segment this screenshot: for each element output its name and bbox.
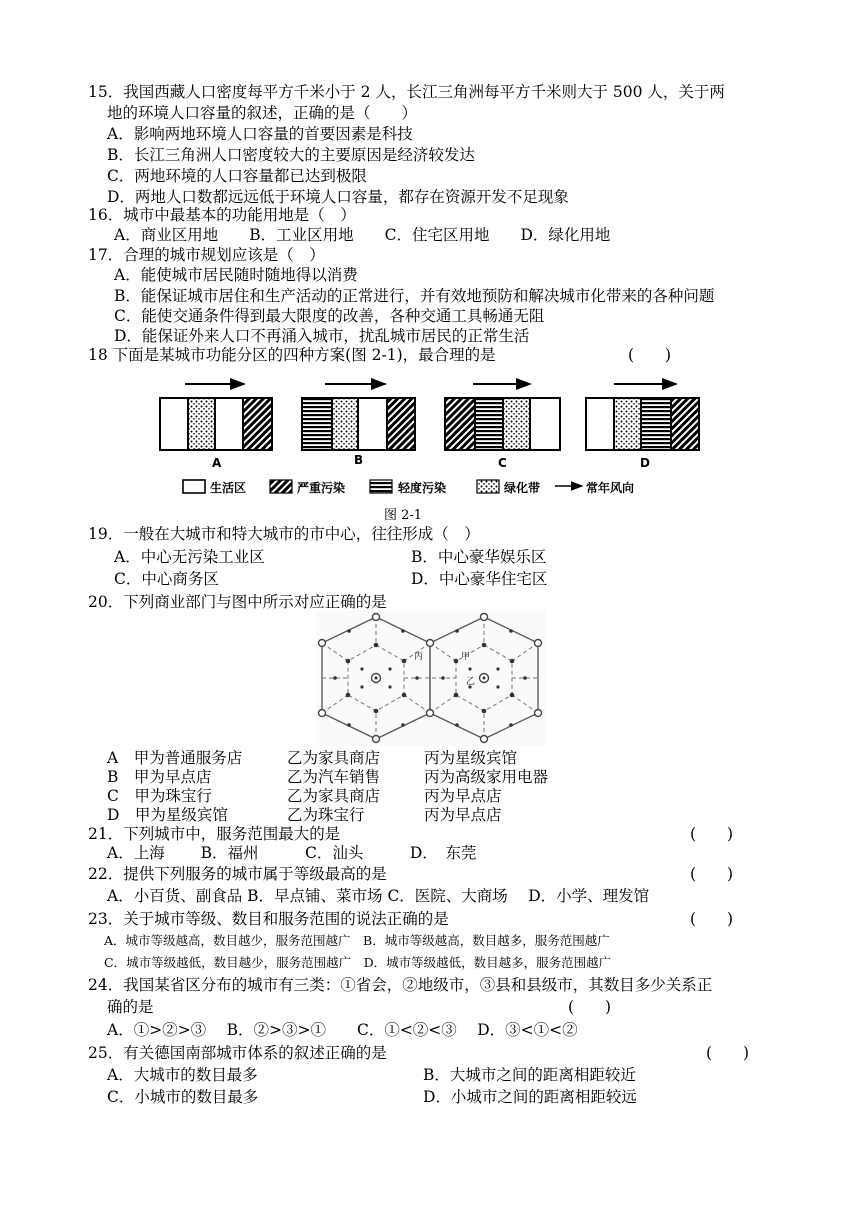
figure-legend [183, 480, 634, 495]
q19-option-d: D．中心豪华住宅区 [411, 570, 548, 588]
q25-option-d: D．小城市之间的距离相距较远 [423, 1088, 637, 1106]
figure-2-1-zoning-schemes [0, 370, 860, 505]
q23-stem: 23．关于城市等级、数目和服务范围的说法正确的是 [88, 910, 449, 928]
q20-option-c-bing: 丙为早点店 [424, 787, 502, 805]
q21-answer-paren: ( ) [690, 825, 734, 843]
map-label-jia: 甲 [461, 652, 471, 662]
q17-option-a: A．能使城市居民随时随地得以消费 [114, 266, 358, 284]
q16-stem: 16．城市中最基本的功能用地是（ ） [88, 206, 356, 224]
q20-option-a-jia: A 甲为普通服务店 [107, 749, 243, 767]
q25-option-a: A．大城市的数目最多 [107, 1066, 258, 1084]
q24-answer-paren: ( ) [568, 998, 612, 1016]
q17-option-d: D．能保证外来人口不再涌入城市，扰乱城市居民的正常生活 [114, 327, 530, 345]
q16-options: A．商业区用地 B．工业区用地 C．住宅区用地 D．绿化用地 [114, 226, 611, 244]
q21-stem: 21．下列城市中，服务范围最大的是 [88, 825, 341, 843]
q20-option-c-jia: C 甲为珠宝行 [107, 787, 212, 805]
q20-option-a-yi: 乙为家具商店 [287, 749, 381, 767]
q18-stem: 18 下面是某城市功能分区的四种方案(图 2-1)，最合理的是 [88, 346, 496, 364]
q20-option-c-yi: 乙为家具商店 [287, 787, 381, 805]
q24-stem-line1: 24．我国某省区分布的城市有三类：①省会，②地级市，③县和县级市，其数目多少关系正 [88, 976, 713, 994]
q19-option-c: C．中心商务区 [114, 570, 219, 588]
legend-light-pollution: 轻度污染 [398, 481, 447, 495]
q17-option-b: B．能保证城市居住和生产活动的正常进行，并有效地预防和解决城市化带来的各种问题 [114, 287, 715, 305]
scheme-c [445, 384, 560, 470]
q20-option-b-bing: 丙为高级家用电器 [424, 768, 549, 786]
legend-heavy-pollution: 严重污染 [297, 481, 346, 495]
q23-options-ab: A．城市等级越高，数目越少，服务范围越广 B．城市等级越高，数目越多，服务范围越广 [104, 933, 610, 948]
q18-answer-paren: ( ) [628, 346, 672, 364]
figure-caption: 图 2-1 [384, 508, 423, 523]
q24-options: A．①>②>③ B．②>③>① C．①<②<③ D．③<①<② [107, 1021, 578, 1039]
scheme-label-a: A [212, 456, 222, 470]
q15-option-c: C．两地环境的人口容量都已达到极限 [107, 167, 367, 185]
q23-options-cd: C．城市等级越低，数目越少，服务范围越广 D．城市等级越低，数目越多，服务范围越广 [104, 955, 612, 970]
q15-option-b: B．长江三角洲人口密度较大的主要原因是经济较发达 [107, 146, 475, 164]
q22-stem: 22．提供下列服务的城市属于等级最高的是 [88, 865, 387, 883]
q19-option-b: B．中心豪华娱乐区 [411, 548, 547, 566]
scheme-d [586, 384, 699, 470]
q15-option-a: A．影响两地环境人口容量的首要因素是科技 [107, 125, 413, 143]
q25-answer-paren: ( ) [706, 1044, 750, 1062]
scheme-label-b: B [354, 453, 364, 467]
q20-option-d-bing: 丙为早点店 [424, 806, 502, 824]
q22-options: A．小百货、副食品 B．早点铺、菜市场 C．医院、大商场 D．小学、理发馆 [107, 887, 650, 905]
q19-option-a: A．中心无污染工业区 [114, 548, 265, 566]
q15-stem-line2: 地的环境人口容量的叙述，正确的是（ ） [107, 104, 418, 122]
q22-answer-paren: ( ) [690, 865, 734, 883]
legend-green-belt: 绿化带 [504, 481, 541, 495]
q17-stem: 17．合理的城市规划应该是（ ） [88, 246, 325, 264]
map-label-bing: 丙 [414, 652, 424, 662]
q20-option-b-yi: 乙为汽车销售 [287, 768, 381, 786]
scheme-b [302, 384, 415, 467]
central-place-hexagon-map [316, 611, 546, 746]
scheme-label-d: D [640, 456, 650, 470]
q25-option-c: C．小城市的数目最多 [107, 1088, 259, 1106]
legend-living-area: 生活区 [210, 481, 247, 495]
q25-option-b: B．大城市之间的距离相距较近 [423, 1066, 636, 1084]
q23-answer-paren: ( ) [690, 910, 734, 928]
q20-option-d-jia: D 甲为星级宾馆 [107, 806, 228, 824]
q15-stem-line1: 15．我国西藏人口密度每平方千米小于 2 人，长江三角洲每平方千米则大于 500 人，关于两 [88, 83, 725, 101]
scheme-label-c: C [498, 456, 507, 470]
q15-option-d: D．两地人口数都远远低于环境人口容量，都存在资源开发不足现象 [107, 188, 569, 206]
q24-stem-line2: 确的是 [107, 998, 154, 1016]
q20-option-d-yi: 乙为珠宝行 [287, 806, 365, 824]
q17-option-c: C．能使交通条件得到最大限度的改善，各种交通工具畅通无阻 [114, 307, 545, 325]
scheme-a [160, 384, 272, 470]
q20-option-a-bing: 丙为星级宾馆 [424, 749, 518, 767]
map-label-yi: 乙 [466, 677, 476, 687]
q20-option-b-jia: B 甲为早点店 [107, 768, 212, 786]
q21-options: A．上海 B．福州 C．汕头 D． 东莞 [107, 844, 477, 862]
q20-stem: 20．下列商业部门与图中所示对应正确的是 [88, 593, 387, 611]
q25-stem: 25．有关德国南部城市体系的叙述正确的是 [88, 1044, 387, 1062]
q19-stem: 19．一般在大城市和特大城市的市中心，往往形成（ ） [88, 525, 480, 543]
legend-prevailing-wind: 常年风向 [586, 481, 635, 495]
